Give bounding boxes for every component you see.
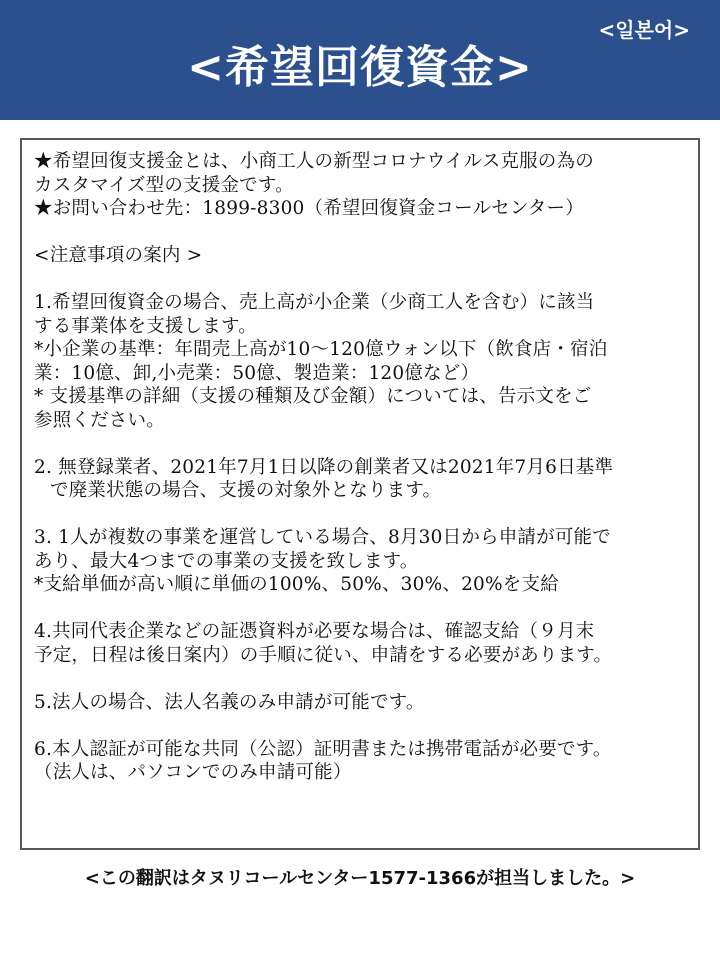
- item-3-line: 3. 1人が複数の事業を運営している場合、8月30日から申請が可能で: [34, 527, 611, 548]
- item-2-line: で廃業状態の場合、支援の対象外となります。: [50, 480, 442, 501]
- item-6-line: （法人は、パソコンでのみ申請可能）: [34, 762, 352, 783]
- item-5-line: 5.法人の場合、法人名義のみ申請が可能です。: [34, 691, 425, 713]
- spacer: [34, 503, 688, 527]
- spacer: [34, 268, 688, 292]
- item-1-line: * 支援基準の詳細（支援の種類及び金額）については、告示文をご: [34, 386, 592, 407]
- notice-content-box: [20, 138, 700, 850]
- item-3-line: *支給単価が高い順に単価の100%、50%、30%、20%を支給: [34, 574, 559, 595]
- item-3-line: あり、最大4つまでの事業の支援を致します。: [34, 550, 419, 572]
- item-4-line: 予定，日程は後日案内）の手順に従い、申請をする必要があります。: [34, 644, 613, 666]
- spacer: [34, 221, 688, 245]
- spacer: [34, 432, 688, 456]
- spacer: [34, 714, 688, 738]
- contact-line: ★お問い合わせ先：1899-8300（希望回復資金コールセンター）: [34, 198, 584, 219]
- translation-credit: <この翻訳はタヌリコールセンター1577-1366が担当しました。>: [84, 868, 636, 889]
- intro-line: カスタマイズ型の支援金です。: [34, 174, 294, 196]
- item-1-line: する事業体を支援します。: [34, 315, 257, 337]
- item-2-line: 2. 無登録業者、2021年7月1日以降の創業者又は2021年7月6日基準: [34, 456, 614, 478]
- item-1-line: 1.希望回復資金の場合、売上高が小企業（少商工人を含む）に該当: [34, 292, 595, 313]
- page-title: <希望回復資金>: [187, 42, 533, 93]
- item-1-line: 業：10億、卸,小売業：50億、製造業：120億など）: [34, 362, 480, 384]
- spacer: [34, 597, 688, 621]
- item-4-line: 4.共同代表企業などの証憑資料が必要な場合は、確認支給（９月末: [34, 621, 595, 642]
- header-banner: [0, 0, 720, 120]
- spacer: [34, 667, 688, 691]
- item-1-line: *小企業の基準：年間売上高が10～120億ウォン以下（飲食店・宿泊: [34, 339, 608, 360]
- item-6-line: 6.本人認証が可能な共同（公認）証明書または携帯電話が必要です。: [34, 738, 612, 760]
- notice-heading: <注意事項の案内 >: [34, 245, 203, 266]
- item-1-line: 参照ください。: [34, 409, 165, 431]
- intro-line: ★希望回復支援金とは、小商工人の新型コロナウイルス克服の為の: [34, 151, 594, 172]
- language-tag: <일본어>: [598, 18, 690, 42]
